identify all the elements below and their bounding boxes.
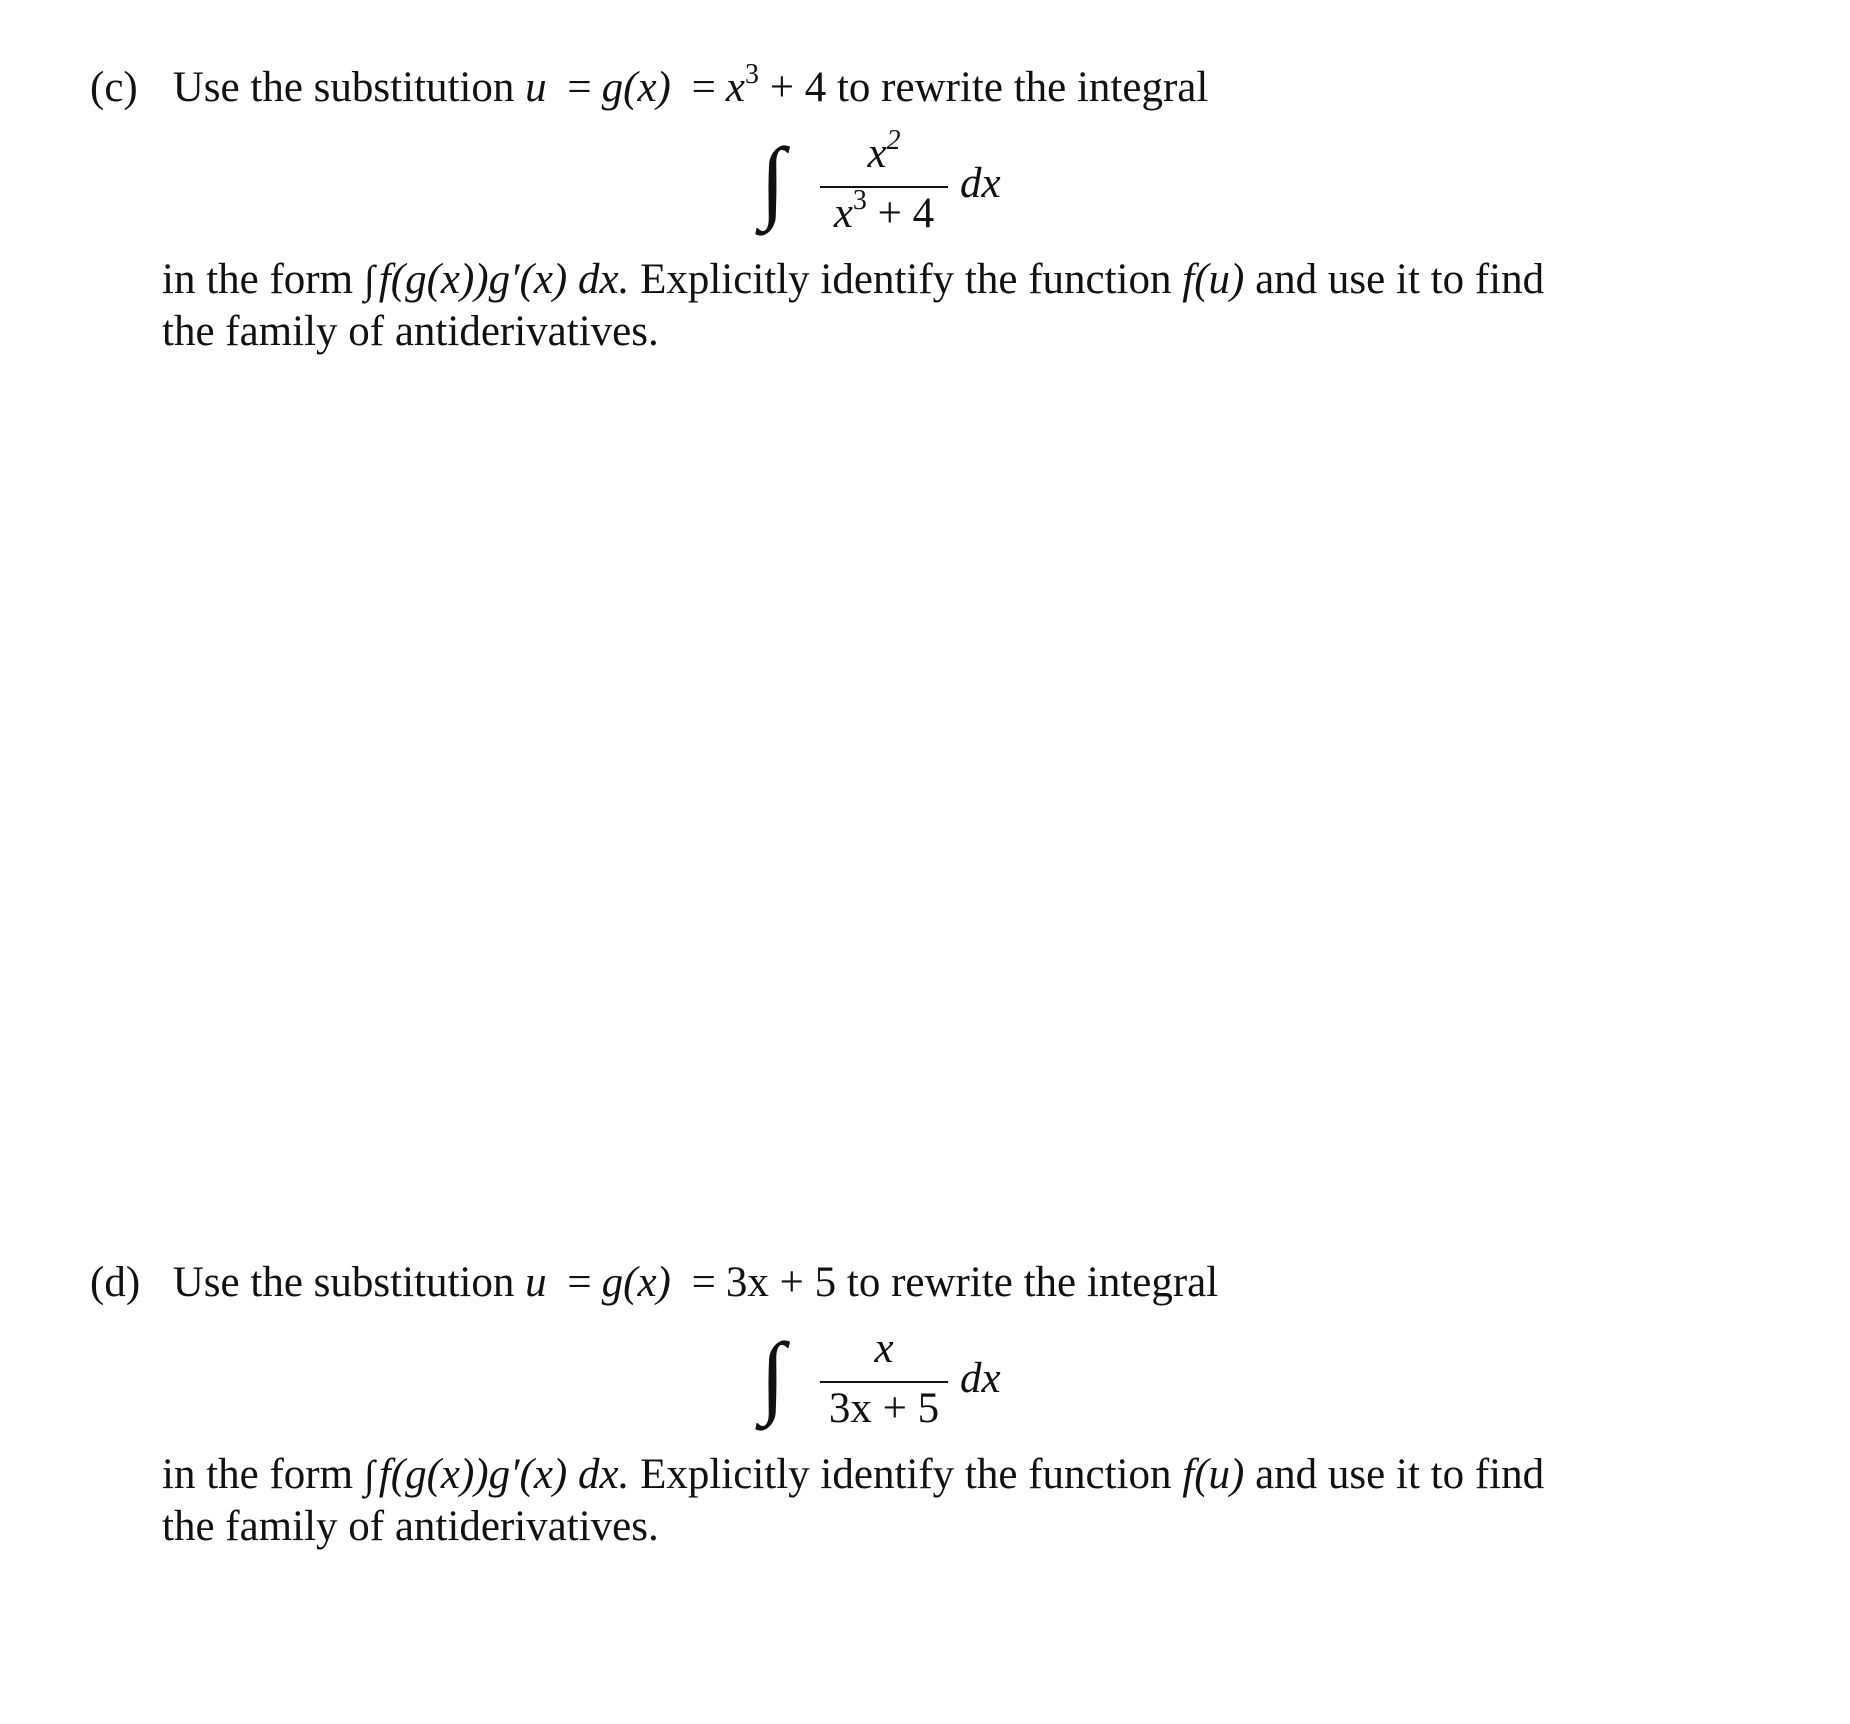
f-of-u: f(u) bbox=[1182, 256, 1245, 303]
intro-text: Use the substitution bbox=[172, 1259, 515, 1306]
problem-label: (d) bbox=[90, 1259, 141, 1306]
g-expression: 3x + 5 bbox=[725, 1259, 837, 1306]
equals-sign: = bbox=[567, 1259, 592, 1306]
family-line: the family of antiderivatives. bbox=[162, 308, 659, 355]
equals-sign: = bbox=[691, 1259, 716, 1306]
display-integral bbox=[760, 1323, 1060, 1438]
form-end: and use it to find bbox=[1255, 1451, 1545, 1498]
denominator bbox=[820, 185, 948, 238]
fraction-bar bbox=[820, 186, 948, 188]
equals-sign: = bbox=[691, 64, 716, 111]
denominator-exponent: 3 bbox=[852, 185, 867, 216]
intro-after-text: to rewrite the integral bbox=[846, 1259, 1219, 1306]
integral-sign: ∫ bbox=[760, 1324, 786, 1426]
variable-u: u bbox=[525, 1259, 547, 1306]
form-suffix: Explicitly identify the function bbox=[640, 1451, 1172, 1498]
numerator bbox=[820, 125, 948, 178]
form-prefix: in the form bbox=[162, 256, 354, 303]
g-expression-exponent: 3 bbox=[744, 59, 759, 90]
g-of-x: g(x) bbox=[601, 1259, 671, 1306]
form-integral-sign: ∫ bbox=[363, 257, 375, 302]
g-of-x: g(x) bbox=[601, 64, 671, 111]
form-line bbox=[162, 254, 1544, 306]
display-integral bbox=[760, 125, 1060, 243]
numerator-exponent: 2 bbox=[886, 125, 901, 156]
numerator: x bbox=[874, 1325, 894, 1372]
denominator: 3x + 5 bbox=[828, 1385, 940, 1432]
form-line bbox=[162, 1449, 1544, 1501]
denominator-rest: + 4 bbox=[877, 190, 935, 237]
differential: dx bbox=[960, 1355, 1001, 1402]
form-prefix: in the form bbox=[162, 1451, 354, 1498]
intro-after-text: to rewrite the integral bbox=[836, 64, 1209, 111]
variable-u: u bbox=[525, 64, 547, 111]
f-of-u: f(u) bbox=[1182, 1451, 1245, 1498]
form-integral-sign: ∫ bbox=[363, 1452, 375, 1497]
form-expression: f(g(x))g′(x) dx. bbox=[378, 256, 630, 303]
form-suffix: Explicitly identify the function bbox=[640, 256, 1172, 303]
problem-statement bbox=[90, 1257, 1218, 1309]
intro-text: Use the substitution bbox=[172, 64, 515, 111]
problem-label: (c) bbox=[90, 64, 138, 111]
form-expression: f(g(x))g′(x) dx. bbox=[378, 1451, 630, 1498]
form-end: and use it to find bbox=[1255, 256, 1545, 303]
denominator-base: x bbox=[833, 190, 853, 237]
differential: dx bbox=[960, 160, 1001, 207]
fraction-bar bbox=[820, 1381, 948, 1383]
g-expression-base: x bbox=[725, 64, 745, 111]
family-line: the family of antiderivatives. bbox=[162, 1503, 659, 1550]
numerator-base: x bbox=[867, 130, 887, 177]
equals-sign: = bbox=[567, 64, 592, 111]
integral-sign: ∫ bbox=[760, 129, 786, 231]
problem-statement bbox=[90, 59, 1209, 114]
g-expression-rest: + 4 bbox=[769, 64, 827, 111]
